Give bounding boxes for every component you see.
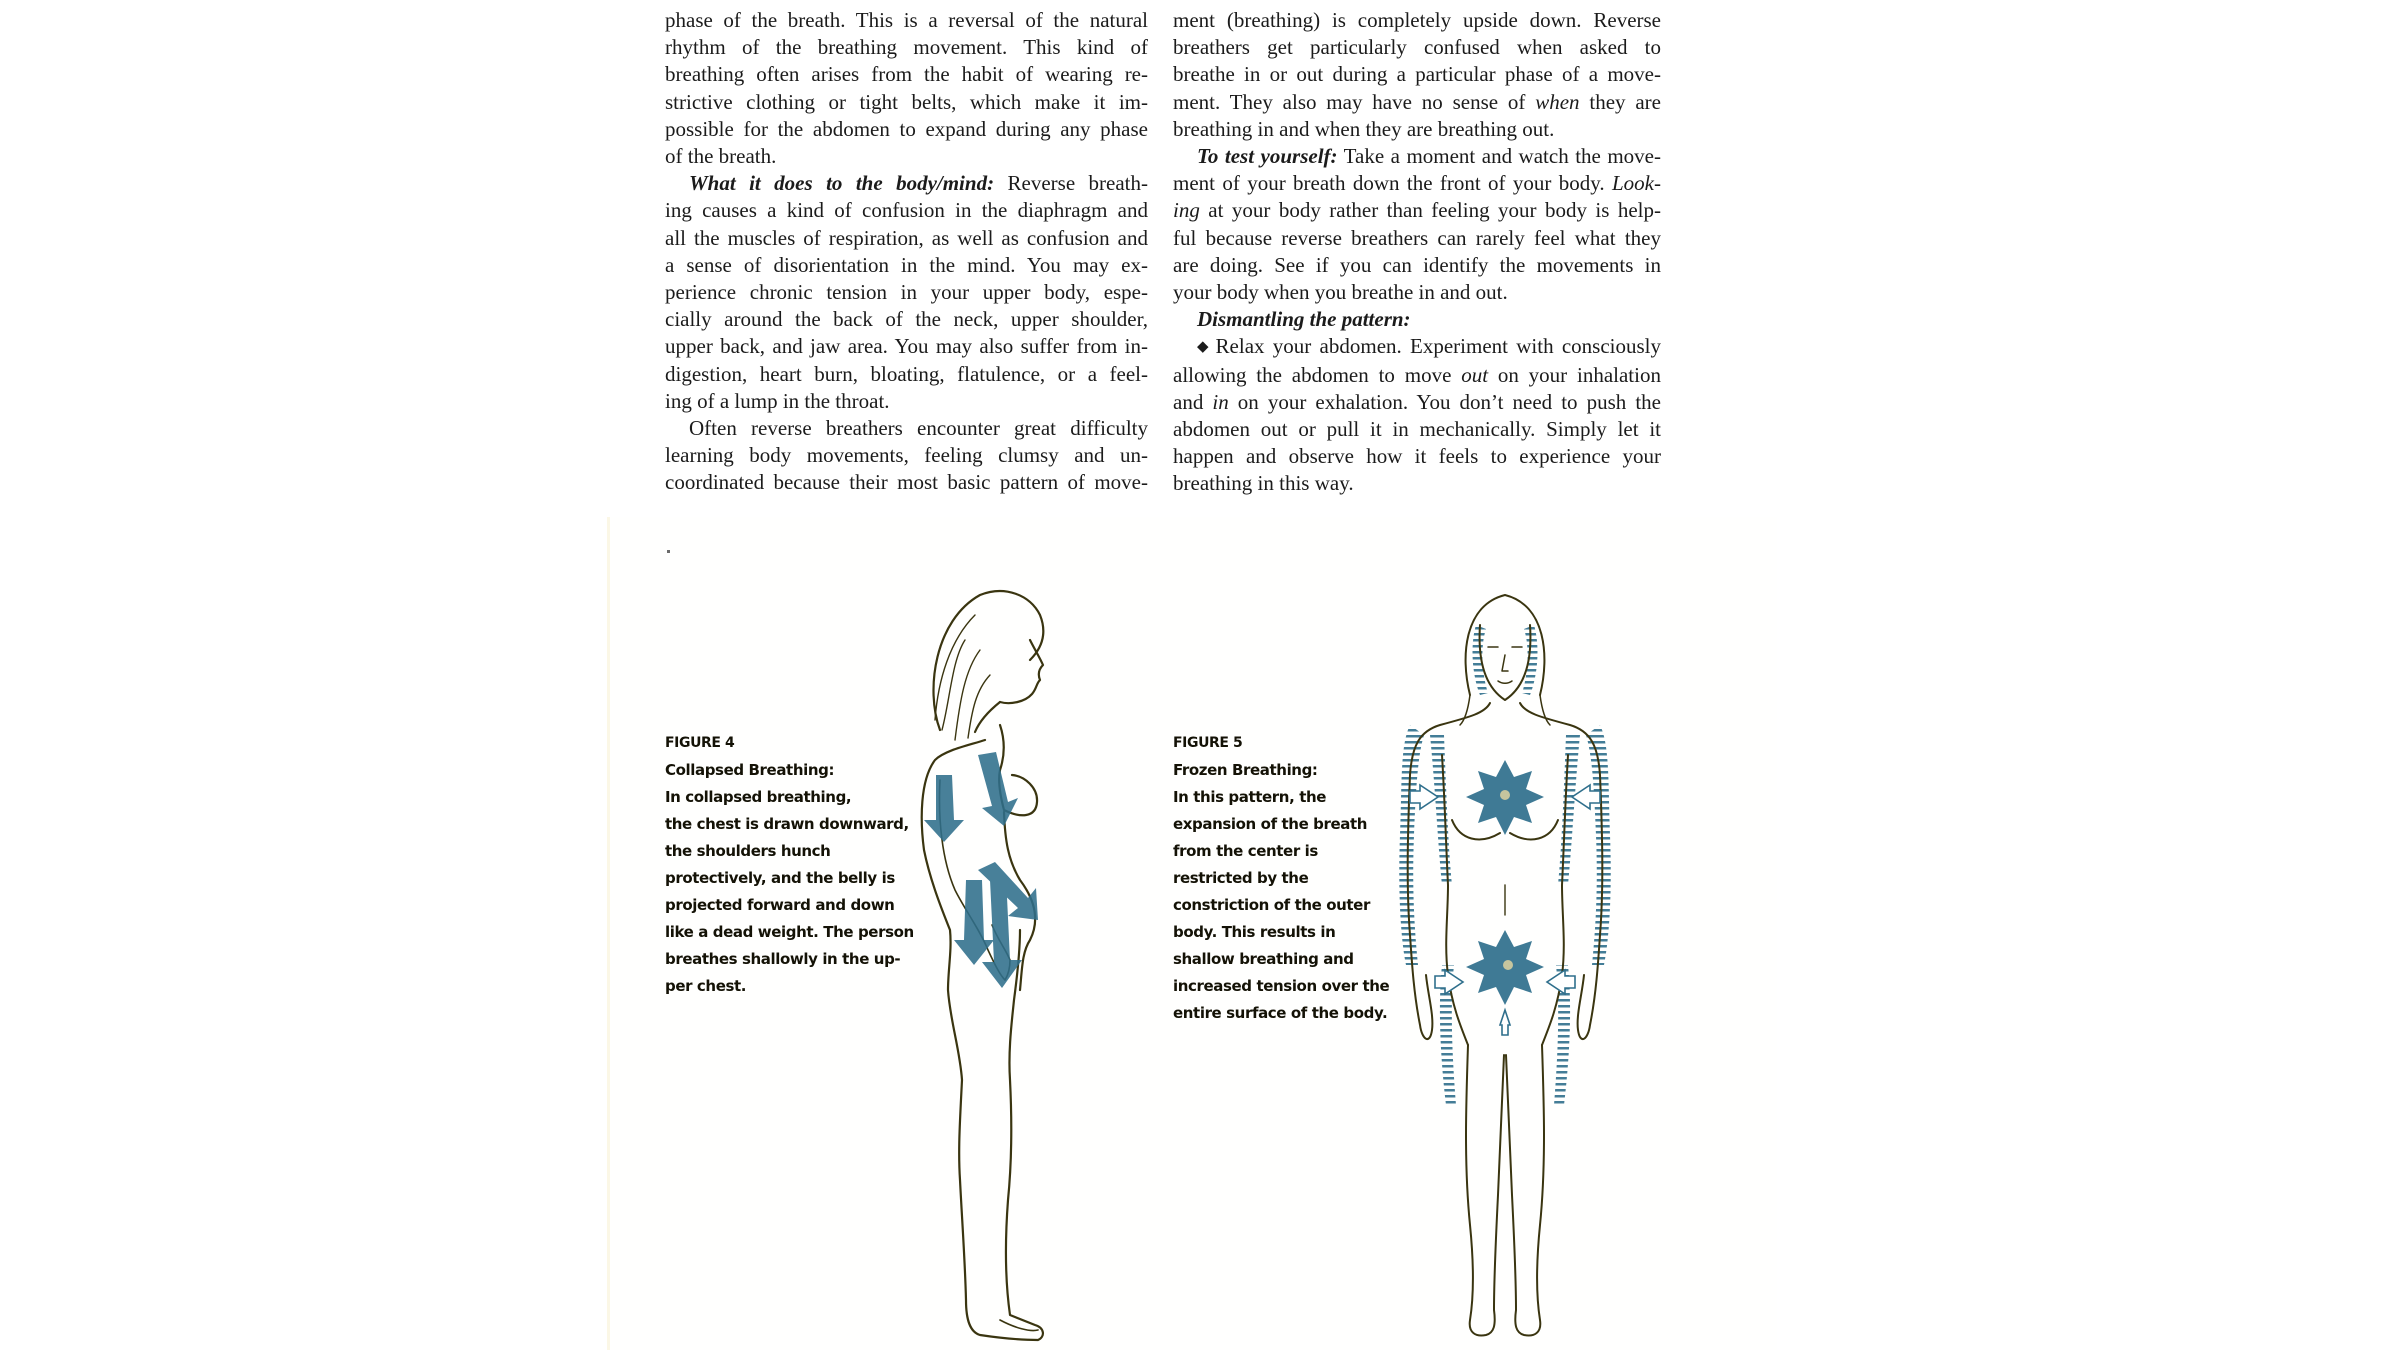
text-run: ment. They also may have no sense of — [1173, 89, 1536, 114]
scan-speck — [667, 550, 670, 553]
frozen-breathing-illustration — [1390, 585, 1620, 1350]
text-line: your body when you breathe in and out. — [1173, 280, 1508, 305]
caption-line: breathes shallowly in the up- — [665, 950, 901, 968]
caption-line: increased tension over the — [1173, 977, 1390, 995]
diamond-bullet-icon: ◆ — [1197, 339, 1212, 356]
text-run: allowing the abdomen to move — [1173, 362, 1462, 387]
figure-5-caption — [1173, 730, 1389, 1027]
text-line — [1173, 89, 1661, 116]
text-line: breathe in or out during a particular phase of a move- — [1173, 62, 1661, 87]
text-run: they are — [1579, 89, 1661, 114]
text-line: breathing in this way. — [1173, 471, 1354, 496]
section-heading-dismantling: Dismantling the pattern: — [1197, 307, 1411, 332]
text-line: ment (breathing) is completely upside down. Reverse — [1173, 8, 1661, 32]
body-text-right-column — [1173, 7, 1661, 498]
text-line: of the breath. — [665, 144, 777, 169]
text-run: Reverse breath- — [1007, 171, 1149, 196]
text-line: learning body movements, feeling clumsy and un- — [665, 443, 1148, 468]
emphasis-when: when — [1535, 89, 1580, 114]
caption-line: like a dead weight. The person — [665, 923, 914, 941]
text-line — [1173, 197, 1661, 224]
text-line — [1173, 389, 1661, 416]
text-line: possible for the abdomen to expand during any phase — [665, 116, 1148, 141]
figure-number: FIGURE 4 — [665, 735, 735, 751]
text-line — [1173, 143, 1661, 170]
text-run: Take a moment and watch the move- — [1337, 144, 1661, 169]
caption-line: entire surface of the body. — [1173, 1004, 1388, 1022]
text-line: cially around the back of the neck, upper shoulder, — [665, 307, 1148, 332]
section-heading-body-mind: What it does to the body/mind: — [689, 171, 995, 196]
section-first-line — [665, 170, 1148, 197]
caption-line: In collapsed breathing, — [665, 788, 852, 806]
text-line: perience chronic tension in your upper body, espe- — [665, 280, 1148, 305]
caption-line: projected forward and down — [665, 896, 895, 914]
text-line: upper back, and jaw area. You may also suffer from in- — [665, 334, 1148, 359]
caption-line: restricted by the — [1173, 869, 1309, 887]
text-line: a sense of disorientation in the mind. You may ex- — [665, 252, 1148, 277]
text-run: on your inhalation — [1488, 362, 1661, 387]
emphasis-in: in — [1212, 389, 1229, 414]
emphasis-looking: Look- — [1612, 171, 1661, 196]
text-run: and — [1173, 389, 1213, 414]
caption-line: from the center is — [1173, 842, 1318, 860]
text-line: breathing in and when they are breathing out. — [1173, 116, 1555, 141]
text-run: at your body rather than feeling your body is help- — [1199, 198, 1661, 223]
text-line: abdomen out or pull it in mechanically. Simply let it — [1173, 417, 1661, 442]
caption-line: per chest. — [665, 977, 747, 995]
text-line: digestion, heart burn, bloating, flatulence, or a feel- — [665, 361, 1148, 386]
caption-line: the shoulders hunch — [665, 842, 831, 860]
emphasis-out: out — [1461, 362, 1489, 387]
text-run: on your exhalation. You don’t need to push the — [1228, 389, 1661, 414]
text-line: Often reverse breathers encounter great difficulty — [689, 416, 1148, 441]
caption-line: constriction of the outer — [1173, 896, 1370, 914]
text-line: breathers get particularly confused when asked to — [1173, 35, 1661, 60]
figure-title: Frozen Breathing: — [1173, 761, 1318, 779]
text-run: Relax your abdomen. Experiment with consciously — [1215, 334, 1661, 359]
caption-line: protectively, and the belly is — [665, 869, 895, 887]
figure-4-caption — [665, 730, 914, 1000]
text-line: ful because reverse breathers can rarely feel what they — [1173, 225, 1661, 250]
text-line: all the muscles of respiration, as well as confusion and — [665, 225, 1148, 250]
text-line — [1173, 362, 1661, 389]
text-line: are doing. See if you can identify the movements in — [1173, 252, 1661, 277]
caption-line: expansion of the breath — [1173, 815, 1368, 833]
emphasis-ing: ing — [1173, 198, 1200, 223]
figure-title: Collapsed Breathing: — [665, 761, 835, 779]
figure-number: FIGURE 5 — [1173, 735, 1243, 751]
text-line: strictive clothing or tight belts, which make it im- — [665, 89, 1148, 114]
body-text-left-column — [665, 7, 1148, 497]
text-line — [1173, 170, 1661, 197]
text-line: rhythm of the breathing movement. This kind of — [665, 35, 1148, 60]
caption-line: shallow breathing and — [1173, 950, 1354, 968]
text-line: ing causes a kind of confusion in the diaphragm and — [665, 198, 1148, 223]
text-run: ment of your breath down the front of your body. — [1173, 171, 1612, 196]
caption-line: body. This results in — [1173, 923, 1336, 941]
text-line: breathing often arises from the habit of wearing re- — [665, 62, 1148, 87]
text-line: ing of a lump in the throat. — [665, 388, 890, 413]
section-heading-test-yourself: To test yourself: — [1197, 144, 1338, 169]
scan-edge-divider — [607, 517, 610, 1350]
text-line: coordinated because their most basic pattern of move- — [665, 470, 1148, 495]
text-line: happen and observe how it feels to experience your — [1173, 444, 1661, 469]
text-line: phase of the breath. This is a reversal of the natural — [665, 8, 1148, 32]
bullet-item — [1173, 333, 1661, 361]
caption-line: the chest is drawn downward, — [665, 815, 909, 833]
caption-line: In this pattern, the — [1173, 788, 1327, 806]
collapsed-breathing-illustration — [880, 580, 1120, 1350]
